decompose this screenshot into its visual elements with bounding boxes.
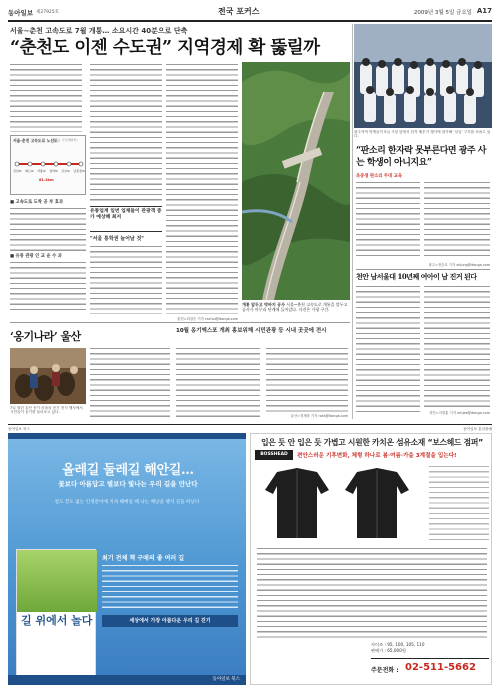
route-map (10, 135, 86, 195)
ulsan-photo (10, 348, 86, 404)
photo-caption-text: 서울~춘천 고속도로 개통을 앞두고 공사가 마무리 단계에 들어갔다. 사진은 가평 구간. (242, 302, 348, 312)
route-stop: 강촌IC (61, 169, 71, 173)
route-stop: 서종IC (37, 169, 46, 173)
jacket-ad-specs (371, 642, 487, 654)
jacket-ad-points (429, 464, 489, 542)
route-stop: 설악IC (49, 169, 58, 173)
issue-number: 제27925호 (36, 9, 60, 15)
main-body-col2-top (90, 62, 162, 202)
ulsan-headline: ‘옹기나라’ 울산 (10, 330, 81, 343)
main-body-col1-mid (10, 206, 86, 251)
book-ad-footer: 동아일보 북스 (8, 675, 246, 685)
right-byline: 광주=정승호 기자 shjung@donga.com (428, 263, 490, 267)
strip-right: 동아일보 통신판매 (463, 426, 492, 431)
route-map-legend: (자료: 국토해양부) (53, 138, 78, 142)
jacket-ad-kicker: 입은 듯 안 입은 듯 가볍고 시원한 카치온 섬유소재 “보스헤드 점퍼” (261, 438, 483, 447)
ulsan-byline: 울산=정재락 기자 raks@donga.com (290, 414, 348, 418)
right-body-col2 (424, 180, 490, 260)
ulsan-body-col3 (266, 346, 348, 412)
main-byline: 춘천=최창순 기자 cschoi@donga.com (177, 317, 238, 321)
order-phone-box[interactable] (371, 658, 489, 680)
issue-date: 2009년 3월 5일 금요일 (413, 10, 472, 16)
strip-left: 동아일보 북스 (8, 426, 30, 431)
small-body-col1 (356, 284, 420, 414)
column-divider (352, 24, 353, 419)
route-stop: 화도IC (25, 169, 34, 173)
main-body-col1-bottom (10, 260, 86, 314)
ulsan-subhead: 10월 옹기엑스포 개최 홍보위해 시민관광 등 시내 곳곳에 전시 (176, 328, 327, 334)
small-byline: 천안=지명훈 기자 mhjee@donga.com (429, 411, 490, 415)
page-number: A17 (476, 7, 492, 15)
jacket-images (257, 462, 427, 542)
highway-photo-caption (242, 302, 350, 312)
route-stop: 남춘천IC (73, 169, 85, 173)
book-ad-bookline: 최기 전체 책 구매의 좋 여러 길 (102, 555, 185, 562)
main-headline: “춘천도 이젠 수도권” 지역경제 확 뚫릴까 (10, 38, 320, 58)
jacket-ad (250, 433, 492, 685)
ad-header-strip (8, 424, 492, 432)
main-subhead-1: ■ 고속도로 도착 공 부 효과 (10, 200, 64, 205)
main-body-col1-top (10, 62, 82, 132)
book-ad (8, 433, 246, 685)
book-ad-desc: 걸도 끝도 없는 인생같이에 지쳐 헤매일 때 나는 배낭을 챙겨 길을 떠난다 (54, 500, 200, 505)
book-ad-subtitle: 꽃보다 아름답고 별보다 빛나는 우리 길을 만난다 (58, 480, 198, 488)
jacket-price: 판매가 : 65,000원 (371, 648, 406, 653)
book-ad-title: 올레길 둘레길 해안길… (62, 463, 194, 478)
ulsan-body-col2 (176, 346, 260, 418)
book-cover[interactable] (16, 549, 96, 679)
book-ad-tagline: 세상에서 가장 아름다운 우리 길 걷기 (102, 615, 238, 627)
right-divider (356, 269, 490, 270)
header-rule (8, 20, 492, 22)
main-subhead-2: ■ 유통 관광 인 교 운 수 과 (10, 254, 62, 259)
right-body-col1 (356, 180, 420, 260)
pullquote-2: "서울 통학권 늘어날 것" (90, 236, 144, 242)
photo-caption-title: 개통 앞두고 막바지 공사 (242, 302, 285, 307)
route-distance: 61.4km (39, 178, 54, 182)
students-photo-caption: 광주지역 학생들이 5일 시청 앞에서 한자 배우기 행사에 참가해 ‘일일’ 구호를 외치고 있다. (354, 130, 491, 139)
jacket-ad-headline: 편안스러운 기후변화, 체형 하나로 봄·여름·가을 3계절을 입는다! (297, 453, 457, 459)
right-headline: “판소리 한자락 못부른다면 광주 사는 학생이 아니지요” (356, 146, 486, 168)
route-stop: 강일IC (13, 169, 22, 173)
order-phone-number: 02-511-5662 (405, 662, 476, 673)
small-body-col2 (424, 284, 490, 408)
highway-aerial-photo (242, 62, 350, 300)
main-kicker: 서울~춘천 고속도로 7월 개통… 소요시간 40분으로 단축 (10, 27, 188, 35)
jacket-brand-logo: BOSSHEAD (255, 450, 293, 460)
jacket-sizes: 사이즈 : 95, 100, 105, 110 (371, 642, 425, 647)
ulsan-photo-caption: 7일 열린 울산 옹기 마을의 옹기 전시 행사에서 시민들이 옹기를 둘러보고 있다. (10, 406, 83, 415)
book-cover-title: 길 위에서 놀다 (21, 614, 93, 627)
small-headline: 천안 남서울대 10년째 여아이 남 진거 된다 (356, 272, 477, 281)
pullquote-box (90, 206, 162, 232)
book-ad-topbar (8, 433, 246, 439)
route-stops (13, 169, 85, 173)
ulsan-body-col1 (90, 346, 170, 418)
main-body-col2-bottom (90, 244, 162, 314)
newspaper-logo: 동아일보 (8, 9, 34, 17)
book-ad-copy (102, 563, 238, 611)
section-title: 전국 포커스 (218, 7, 260, 16)
page-header (8, 6, 492, 20)
book-cover-art (17, 550, 97, 612)
main-body-col3 (166, 62, 238, 314)
right-subhead: 초중생 판소리 무대 교육 (356, 174, 402, 179)
students-photo (354, 24, 492, 128)
jacket-ad-body (257, 546, 487, 638)
section-divider (10, 322, 350, 323)
pullquote-1: 유통업계 일번 업체들이 관광객 증가 예상해 최저 (90, 209, 162, 220)
route-map-title: 서울-춘천 고속도로 노선도 (13, 138, 58, 143)
order-phone-label: 주문전화 : (371, 667, 399, 674)
